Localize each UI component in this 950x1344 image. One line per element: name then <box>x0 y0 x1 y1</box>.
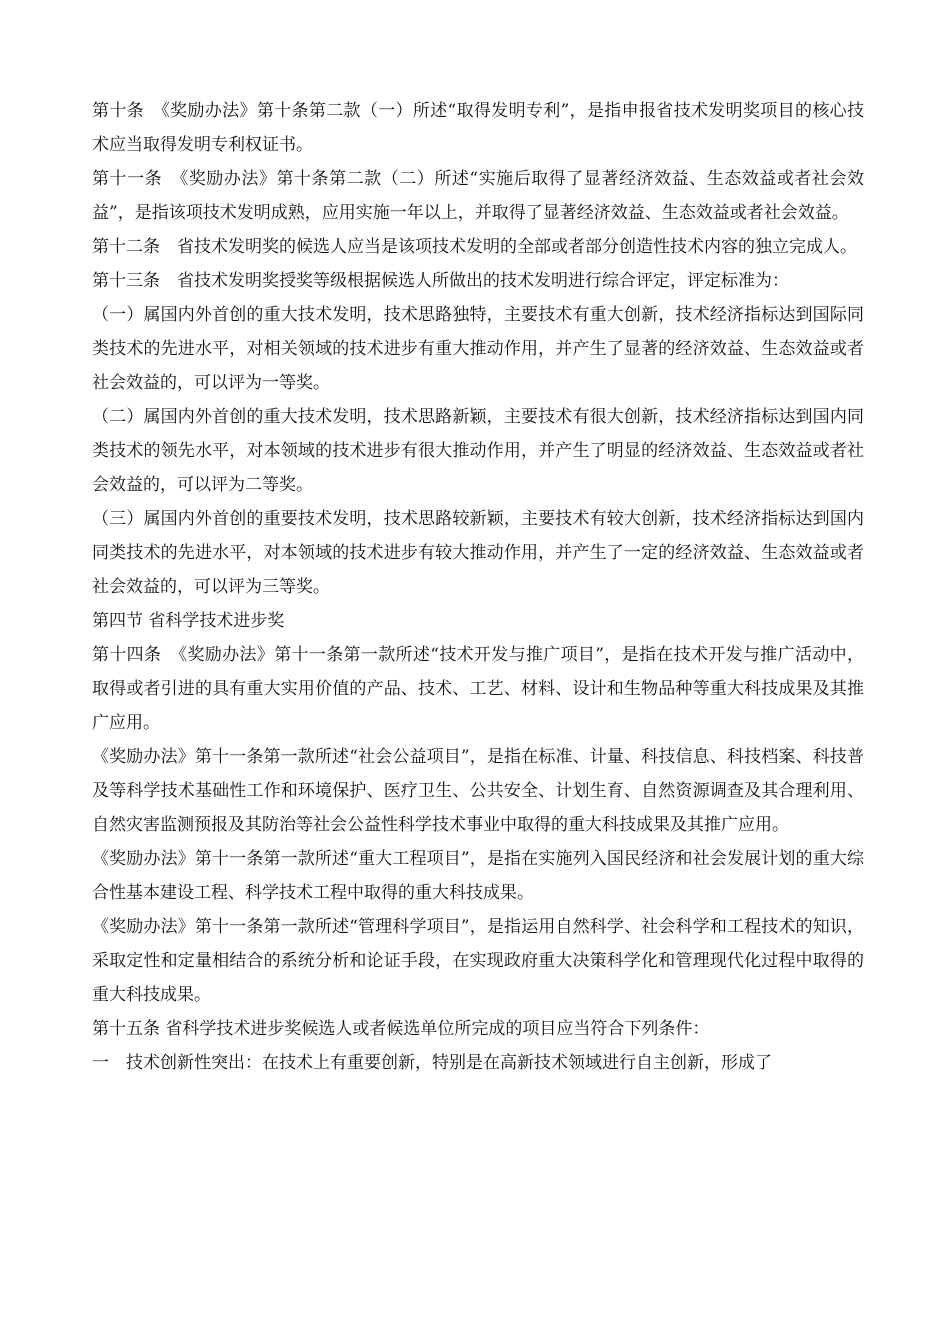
article-14: 第十四条 《奖励办法》第十一条第一款所述“技术开发与推广项目”，是指在技术开发与推广活动中，取得或者引进的具有重大实用价值的产品、技术、工艺、材料、设计和生物品种等重大科技成果及其推广应用。 <box>92 645 864 733</box>
document-page <box>92 94 864 1080</box>
article-14-public-welfare: 《奖励办法》第十一条第一款所述“社会公益项目”，是指在标准、计量、科技信息、科技档案、科技普及等科学技术基础性工作和环境保护、医疗卫生、公共安全、计划生育、自然资源调查及其合理利用、自然灾害监测预报及其防治等社会公益性科学技术事业中取得的重大科技成果及其推广应用。 <box>92 747 864 835</box>
article-13-item-3: （三）属国内外首创的重要技术发明，技术思路较新颖，主要技术有较大创新，技术经济指标达到国内同类技术的先进水平，对本领域的技术进步有较大推动作用，并产生了一定的经济效益、生态效益或者社会效益的，可以评为三等奖。 <box>92 509 864 597</box>
article-15: 第十五条 省科学技术进步奖候选人或者候选单位所完成的项目应当符合下列条件： <box>92 1019 710 1039</box>
article-14-management-science: 《奖励办法》第十一条第一款所述“管理科学项目”，是指运用自然科学、社会科学和工程技术的知识，采取定性和定量相结合的系统分析和论证手段，在实现政府重大决策科学化和管理现代化过程中取得的重大科技成果。 <box>92 917 864 1005</box>
article-10: 第十条 《奖励办法》第十条第二款（一）所述“取得发明专利”，是指申报省技术发明奖项目的核心技术应当取得发明专利权证书。 <box>92 101 864 155</box>
section-heading: 第四节 省科学技术进步奖 <box>92 611 285 631</box>
article-14-major-engineering: 《奖励办法》第十一条第一款所述“重大工程项目”，是指在实施列入国民经济和社会发展计划的重大综合性基本建设工程、科学技术工程中取得的重大科技成果。 <box>92 849 864 903</box>
article-13: 第十三条 省技术发明奖授奖等级根据候选人所做出的技术发明进行综合评定，评定标准为： <box>92 271 789 291</box>
article-11: 第十一条 《奖励办法》第十条第二款（二）所述“实施后取得了显著经济效益、生态效益或者社会效益”，是指该项技术发明成熟，应用实施一年以上，并取得了显著经济效益、生态效益或者社会效益。 <box>92 169 864 223</box>
article-12: 第十二条 省技术发明奖的候选人应当是该项技术发明的全部或者部分创造性技术内容的独立完成人。 <box>92 237 857 257</box>
article-13-item-1: （一）属国内外首创的重大技术发明，技术思路独特，主要技术有重大创新，技术经济指标达到国际同类技术的先进水平，对相关领域的技术进步有重大推动作用，并产生了显著的经济效益、生态效益或者社会效益的，可以评为一等奖。 <box>92 305 864 393</box>
article-13-item-2: （二）属国内外首创的重大技术发明，技术思路新颖，主要技术有很大创新，技术经济指标达到国内同类技术的领先水平，对本领域的技术进步有很大推动作用，并产生了明显的经济效益、生态效益或者社会效益的，可以评为二等奖。 <box>92 407 864 495</box>
article-15-item-1: 一 技术创新性突出：在技术上有重要创新，特别是在高新技术领域进行自主创新，形成了 <box>92 1053 772 1073</box>
